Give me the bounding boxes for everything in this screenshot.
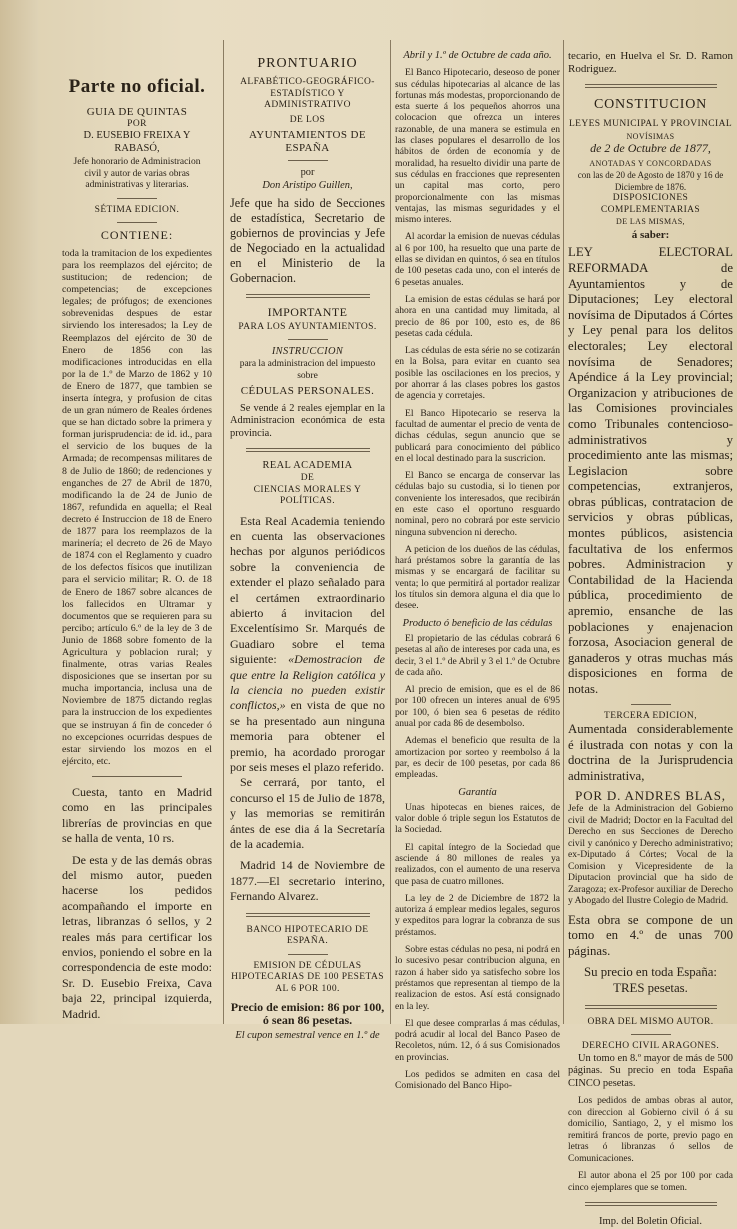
bank-p10: Ademas el beneficio que resulta de la amortizacion por sorteo y reembolso á la par, es decir de 100 pesetas, por cada 86 empleadas. [395,735,560,781]
orders-paragraph: De esta y de las demás obras del mismo autor, pueden hacerse los pedidos acompañando el importe en letras, libranzas ó sellos, y 2 reales más para certificar los envios, poniendo el sobre en la correspondencia de este modo: Sr. D. Eusebio Freixa, Cava baja 22, principal izquierda, Madrid. [62,852,212,1021]
bank-p11: Unas hipotecas en bienes raices, de valor doble ó triple segun los Estatutos de la Sociedad. [395,801,560,836]
author-name: Don Aristipo Guillen, [262,179,353,191]
other-work: OBRA DEL MISMO AUTOR. [587,1016,714,1027]
constitucion-sub2: NOVÍSIMAS [626,131,675,141]
bank-p16: Los pedidos se admiten en casa del Comisionado del Banco Hipo- [395,1069,560,1092]
academy-p2: Se cerrará, por tanto, el concurso el 15 de Julio de 1878, y las memorias se remitirán ántes de ese dia á la Secretaría de la academia. [230,775,385,852]
column-rule [390,40,391,1024]
garantia-heading: Garantía [458,786,497,798]
divider [117,222,157,223]
divider [246,913,370,917]
annotated-2: con las de 20 de Agosto de 1870 y 16 de Diciembre de 1876. [577,170,724,192]
price-paragraph: Cuesta, tanto en Madrid como en las principales librerías de provincias en que se halla de venta, 10 rs. [62,784,212,846]
academy-heading: REAL ACADEMIA [262,460,353,472]
bank-p12: El capital íntegro de la Sociedad que asciende á 80 millones de reales ya realizados, con el aumento de una reserva que pasa de cuatro millones. [395,841,560,887]
divider [585,1005,717,1009]
continued-text: tecario, en Huelva el Sr. D. Ramon Rodriguez. [568,50,733,75]
column-3 [395,50,560,1092]
instruccion-text: Se vende á 2 reales ejemplar en la Administracion económica de esta provincia. [230,402,385,439]
instruccion-sub: para la administracion del impuesto sobre [239,359,376,381]
academy-date: Madrid 14 de Noviembre de 1877.—El secretario interino, Fernando Alvarez. [230,858,385,904]
bank-p5: El Banco Hipotecario se reserva la facultad de aumentar el precio de venta de dichas cédulas, segun anuncio que se publicará para conocimiento del público en el local destinado para la suscricion. [395,407,560,464]
column-2 [230,50,385,1042]
column-4 [568,50,733,1228]
bank-sub: EMISION DE CÉDULAS HIPOTECARIAS DE 100 PESETAS AL 6 POR 100. [231,960,384,994]
por-label: POR [127,118,147,129]
constitucion-date: de 2 de Octubre de 1877, [590,141,711,155]
column-rule [223,40,224,1024]
author-role: Jefe honorario de Administracion civil y autor de varias obras administrativas y literarias. [73,157,201,191]
page-edge [0,0,38,1024]
contiene-heading: CONTIENE: [100,228,174,243]
bank-p2: Al acordar la emision de nuevas cédulas al 6 por 100, ha resuelto que una parte de ellas se dividan en quintos, ó sea en títulos de 100 pesetas cada uno, con el interés de 6 pesetas anuales. [395,231,560,288]
edition-text: Aumentada considerablemente é ilustrada con notas y con la doctrina de la Jurisprudencia administrativa, [568,722,733,783]
prontuario-sub3: AYUNTAMIENTOS DE ESPAÑA [248,129,367,154]
divider [288,339,328,340]
bank-p8: El propietario de las cédulas cobrará 6 pesetas al año de intereses por cada una, es decir, 3 el 1.º de Abril y 3 el 1.º de Octubre de cada año. [395,632,560,678]
orders-text: Los pedidos de ambas obras al autor, con direccion al Gobierno civil ó á su domicilio, Santiago, 2, y el mismo los remitirá francos de porte, previo pago en letras ó libranzas ó sellos de Comunicaciones. [568,1096,733,1164]
academy-de: DE [300,473,315,484]
academy-name: CIENCIAS MORALES Y POLÍTICAS. [253,484,362,507]
bank-p1: El Banco Hipotecario, deseoso de poner sus cédulas hipotecarias al alcance de las fortunas más modestas, proporcionando de esta suerte á los pequeños ahorros una colocacion que ofrezca un interes razonable, de una manera se estimula en las clases populares el desarrollo de los hábitos de órden de economía y de moralidad, ha resuelto dividir una parte de sus cédulas en fracciones que representen un capital mas corto, pero proporcionalmente con las mismas ventajas, las mismas seguridades y el mismo interes. [395,67,560,226]
bank-p14: Sobre estas cédulas no pesa, ni podrá en lo sucesivo pesar contribucion alguna, en razon á haber sido ya satisfecho sobre los préstamos que representan al tiempo de la realizacion de estos. Así está consignado en la ley. [395,944,560,1012]
academy-p1: Esta Real Academia teniendo en cuenta las observaciones hechas por algunos periódicos sobre la conveniencia de extender el plazo señalado para el certámen extraordinario abierto á invitacion del Excelentísimo Sr. Marqués de Guadiaro sobre el tema siguiente: [230,513,385,667]
for-ayuntamientos: PARA LOS AYUNTAMIENTOS. [238,321,377,332]
por-label: por [300,167,315,179]
price: Su precio en toda España: TRES pesetas. [584,965,717,995]
divider [631,1034,671,1035]
book-title: GUIA DE QUINTAS [86,106,188,118]
producto-heading: Producto ó beneficio de las cédulas [402,617,553,629]
annotated: ANOTADAS Y CONCORDADAS [589,158,712,168]
imprint: Imp. del Boletin Oficial. [599,1216,702,1228]
bank-price: Precio de emision: 86 por 100, ó sean 86 pesetas. [230,1000,385,1027]
contents-text: LEY ELECTORAL REFORMADA de Ayuntamientos y de Diputaciones; Ley electoral novísima de Diputados á Córtes y Ley penal para los delitos electorales; Ley electoral novísima de Senadores; Apéndice á la Ley provincial; Organizacion y atribuciones de las Comisiones provinciales como Tribunales contencioso-administrativos y procedimiento ante las mismas; Legislacion sobre competencias, extranjeros, obras públicas, contratacion de servicios y obras públicas, montes públicos, asistencia facultativa de los enfermos pobres. Administracion y Contabilidad de la Hacienda pública, procedimiento de apremio, ensanche de las poblaciones y enajenacion forzosa, Asociacion general de ganaderos y otras muchas más disposiciones en forma de notas. [568,245,733,696]
important-heading: IMPORTANTE [267,305,348,320]
divider [585,1202,717,1206]
instruccion-heading: INSTRUCCION [271,346,344,358]
bank-p9: Al precio de emision, que es el de 86 por 100 ofrecen un interes anual de 6'95 por 100, ó bien sea 6 pesetas de rédito anual por cada 86 de desembolso. [395,684,560,730]
prontuario-title: PRONTUARIO [257,56,358,71]
bank-p13: La ley de 2 de Diciembre de 1872 la autoriza á emplear medios legales, seguros y expeditos para lograr la cobranza de sus préstamos. [395,892,560,938]
author-role: Jefe que ha sido de Secciones de estadística, Secretario de gobiernos de provincias y Jefe de Negociado en la actualidad en el Ministerio de la Gobernacion. [230,196,385,286]
author-name: POR D. ANDRES BLAS, [575,788,726,804]
divider [631,704,671,705]
constitucion-sub1: LEYES MUNICIPAL Y PROVINCIAL [568,119,733,129]
edition: TERCERA EDICION, [604,710,697,721]
constitucion-title: CONSTITUCION [593,97,708,112]
bank-p7: A peticion de los dueños de las cédulas, hará préstamos sobre la garantía de las mismas y se encargará de facilitar su venta; lo que permitirá al portador realizar los títulos sin demora alguna el dia que lo desee. [395,543,560,612]
prontuario-sub2: DE LOS [289,114,326,125]
section-title: Parte no oficial. [68,76,206,97]
bank-p15: El que desee comprarlas á mas cédulas, podrá acudir al local del Banco Paseo de Recoletos, núm. 12, ó á sus Comisionados en provincias. [395,1017,560,1063]
column-1 [62,50,212,1020]
column-rule [563,40,564,1024]
a-saber: á saber: [631,228,670,241]
divider [585,84,717,88]
author-role: Jefe de la Administracion del Gobierno civil de Madrid; Doctor en la Facultad del Derecho en sus Secciones de Derecho civil y canónico y Derecho administrativo; ex-Diputado á Córtes; Vocal de la Comision y Vicepresidente de la Diputacion provincial que ha sido de Zaragoza; ex-Profesor auxiliar de Derecho y Abogado del Ilustre Colegio de Madrid. [568,803,733,907]
bank-heading: BANCO HIPOTECARIO DE ESPAÑA. [246,924,369,947]
dispositions-2: DE LAS MISMAS, [616,217,685,227]
bank-p4: Las cédulas de esta série no se cotizarán en la Bolsa, para evitar en cuanto sea posible las oscilaciones en los precios, y por ahorrar á las clases pobres los gastos de agencia y corretajes. [395,345,560,402]
contents-text: toda la tramitacion de los expedientes para los reemplazos del ejército; de sustitucion; de redencion; de competencias; de excepciones legales; de prófugos; de exenciones sobrevenidas despues de estar sirviendo los interesados; la Ley de Reemplazos del ejército de 30 de Enero de 1856 con las modificaciones introducidas en ella por la de 1.º de Marzo de 1862 y 10 de Enero de 1877, que tambien se inserta íntegra, y profusion de citas de un gran número de Reales órdenes que se han dictado sobre la primera y forman jurisprudencia: de id. id., para el servicio de los buques de la Armada; de recompensas militares de 8 de Julio de 1860; de redenciones y enganches de 27 de Abril de 1870, modificando la de 24 de Junio de 1867, refundida en aquella; el Real decreto é Instruccion de 18 de Enero de 1877 para los reemplazos de la marinería; el decreto de 26 de Mayo de 1874 con el Reglamento y cuadro de los defectos físicos que inutilizan para el servicio militar; R. O. de 18 de Enero de 1867 sobre alcances de los fallecidos en Ultramar y documentos que se requieren para su percibo; artículo 6.º de la ley de 3 de Junio de 1868 sobre fomento de la Agricultura y poblacion rural; y finalmente, otras varias Reales disposiciones que se insertan por su mucha importancia, inclusa una de Noviembre de 1875 dictando reglas para la instruccion de los expedientes que se instruyan á fin de conceder ó no excepciones ocurridas despues de estar sirviendo los mozos en el ejército, etc. [62,247,212,767]
cedulas-heading: CÉDULAS PERSONALES. [240,385,375,398]
academy-theme: «Demostracion de que entre la Religion católica y la ciencia no pueden existir conflictos,» [230,652,385,713]
divider [117,198,157,199]
divider [288,160,328,161]
other-text: Un tomo en 8.º mayor de más de 500 páginas. Su precio en toda España CINCO pesetas. [568,1052,733,1089]
academy-text [230,514,385,776]
divider [288,954,328,955]
dispositions: DISPOSICIONES COMPLEMENTARIAS [600,193,701,215]
other-title: DERECHO CIVIL ARAGONES. [581,1041,720,1052]
author-note: El autor abona el 25 por 100 por cada cinco ejemplares que se tomen. [568,1171,733,1193]
volume-info: Esta obra se compone de un tomo en 4.º de unas 700 páginas. [568,912,733,958]
prontuario-sub1: ALFABÉTICO-GEOGRÁFICO-ESTADÍSTICO Y ADMINISTRATIVO [240,77,375,110]
bank-p3: La emision de estas cédulas se hará por ahora en una cantidad muy limitada, al precio de 86 por 100, esto es, de 86 pesetas cada cédula. [395,293,560,339]
edition: SÉTIMA EDICION. [94,204,180,215]
divider [92,776,182,777]
bank-coupon: El cupon semestral vence en 1.º de [235,1030,380,1042]
coupon-continued: Abril y 1.º de Octubre de cada año. [403,50,552,61]
academy-p1b: en vista de que no se ha presentado aun ninguna memoria para obtener el premio, ha acordado prorogar por seis meses el plazo referido. [230,698,385,775]
divider [246,448,370,452]
divider [246,294,370,298]
bank-p6: El Banco se encarga de conservar las cédulas bajo su custodia, si lo tienen por conveniente los interesados, que recibirán en este caso el oportuno resguardo nominal, pero no cobrará por este servicio ninguna subvencion ni derecho. [395,470,560,538]
author-name: D. EUSEBIO FREIXA Y RABASÓ, [83,130,191,154]
